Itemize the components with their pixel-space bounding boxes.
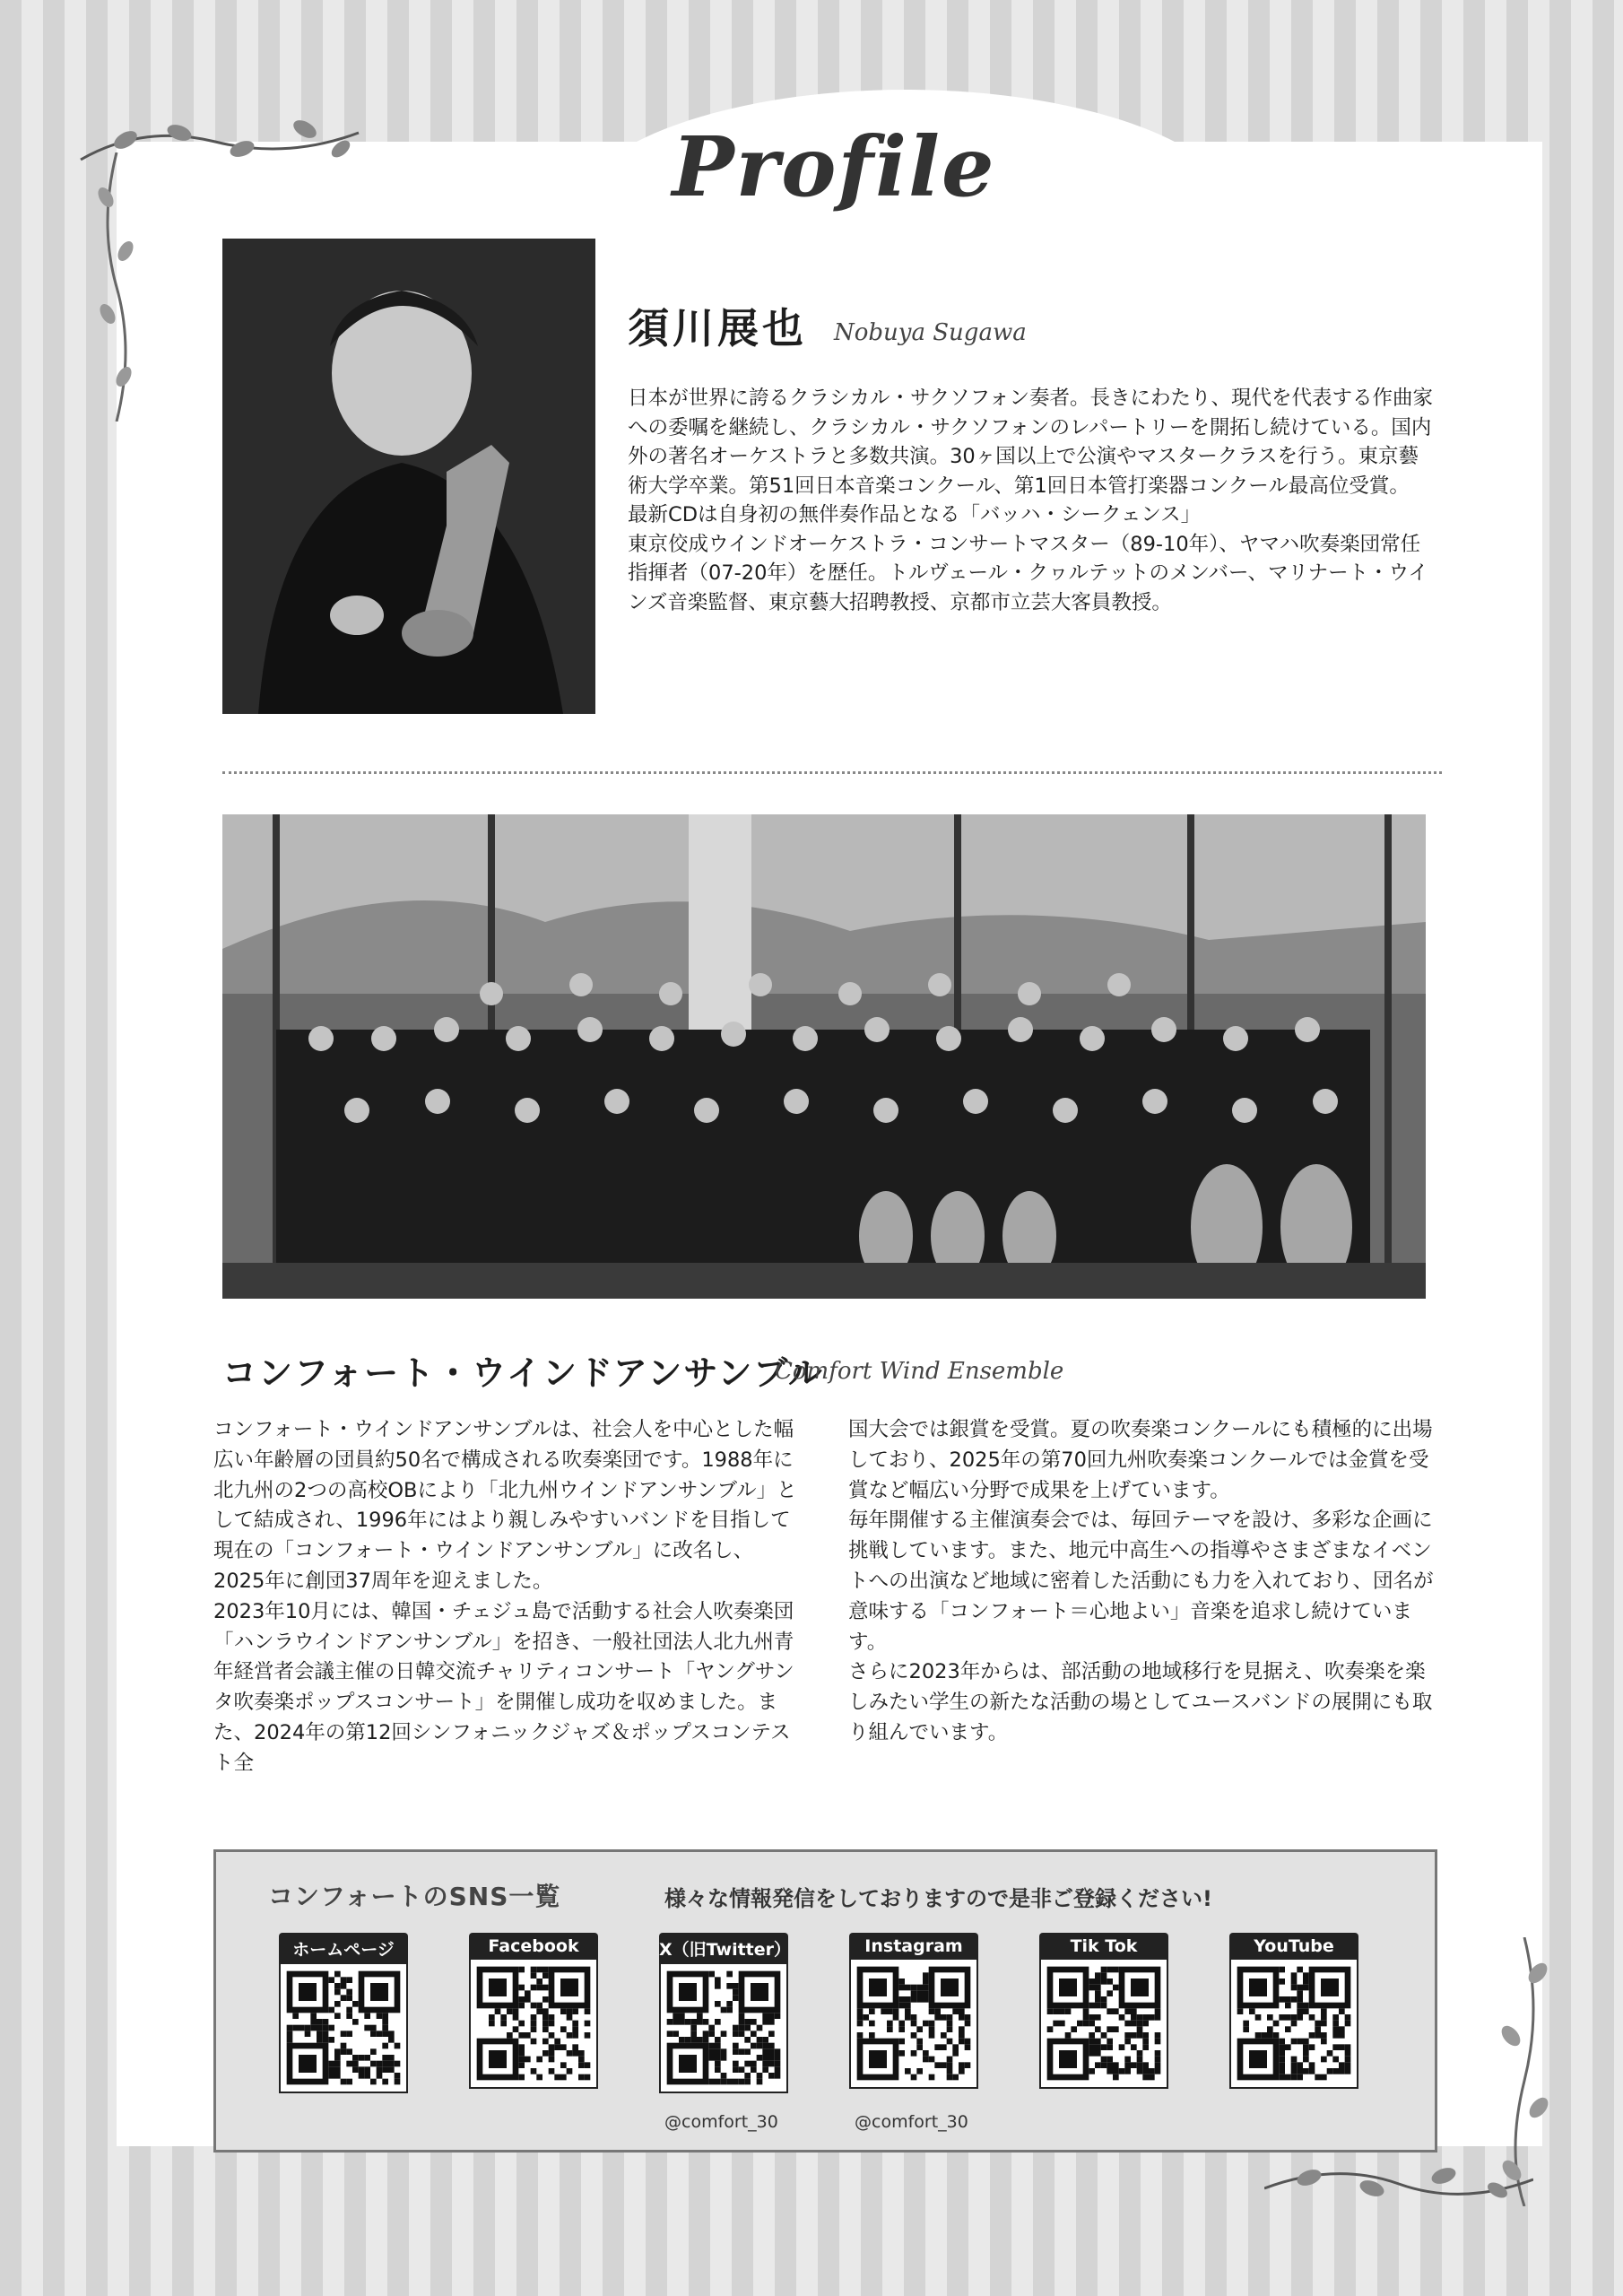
soloist-name-jp: 須川展也 [628, 304, 807, 352]
qr-code-icon[interactable] [849, 1960, 978, 2089]
ensemble-name-en: Comfort Wind Ensemble [775, 1358, 1064, 1385]
ensemble-paragraph: コンフォート・ウインドアンサンブルは、社会人を中心とした幅広い年齢層の団員約50名で構成される吹奏楽団です。1988年に北九州の2つの高校OBにより「北九州ウインドアンサンブル」として結成され、1996年にはより親しみやすいバンドを目指して現在の「コンフォート・ウインドアンサンブル」に改名し、2025年に創団37周年を迎えました。 [213, 1418, 797, 1593]
ensemble-paragraph: 国大会では銀賞を受賞。夏の吹奏楽コンクールにも積極的に出場しており、2025年の第70回九州吹奏楽コンクールでは金賞を受賞など幅広い分野で成果を上げています。 [848, 1418, 1433, 1502]
ensemble-text-left [213, 1415, 801, 1779]
bio-paragraph: 東京佼成ウインドオーケストラ・コンサートマスター（89-10年）、ヤマハ吹奏楽団常任指揮者（07-20年）を歴任。トルヴェール・クヮルテットのメンバー、マリナート・ウインズ音楽監督、東京藝大招聘教授、京都市立芸大客員教授。 [628, 532, 1428, 614]
ensemble-paragraph: 毎年開催する主催演奏会では、毎回テーマを設け、多彩な企画に挑戦しています。また、地元中高生への指導やさまざまなイベントへの出演など地域に密着した活動にも力を入れており、団名が意味する「コンフォート＝心地よい」音楽を追求し続けています。 [848, 1509, 1434, 1654]
section-divider [222, 771, 1442, 774]
sns-list-box [213, 1849, 1437, 2152]
ensemble-paragraph: 2023年10月には、韓国・チェジュ島で活動する社会人吹奏楽団「ハンラウインドアンサンブル」を招き、一般社団法人北九州青年経営者会議主催の日韓交流チャリティコンサート「ヤングサンタ吹奏楽ポップスコンサート」を開催し成功を収めました。また、2024年の第12回シンフォニックジャズ＆ポップスコンテスト全 [213, 1599, 794, 1775]
sns-label: Instagram [849, 1933, 978, 1960]
vine-ornament-bottom-right [1264, 2152, 1533, 2215]
qr-code-icon[interactable] [659, 1964, 788, 2093]
ensemble-group-photo [222, 814, 1426, 1299]
sns-label: YouTube [1229, 1933, 1358, 1960]
sns-card-youtube[interactable] [1229, 1933, 1358, 2089]
sns-label: Facebook [469, 1933, 598, 1960]
soloist-bio [628, 384, 1435, 617]
instagram-handle: @comfort_30 [855, 2112, 968, 2132]
sns-label: X（旧Twitter） [659, 1933, 788, 1964]
qr-code-icon[interactable] [279, 1964, 408, 2093]
ensemble-paragraph: さらに2023年からは、部活動の地域移行を見据え、吹奏楽を楽しみたい学生の新たな活動の場としてユースバンドの展開にも取り組んでいます。 [848, 1660, 1433, 1744]
ensemble-text-right [848, 1415, 1436, 1749]
sns-card-x[interactable] [659, 1933, 792, 2093]
qr-code-icon[interactable] [469, 1960, 598, 2089]
saxophonist-photo [222, 239, 595, 714]
bio-paragraph: 最新CDは自身初の無伴奏作品となる「バッハ・シークェンス」 [628, 503, 1202, 526]
sns-card-instagram[interactable] [849, 1933, 978, 2089]
soloist-portrait [222, 239, 595, 714]
soloist-name-en: Nobuya Sugawa [834, 319, 1027, 346]
bio-paragraph: 日本が世界に誇るクラシカル・サクソフォン奏者。長きにわたり、現代を代表する作曲家への委嘱を継続し、クラシカル・サクソフォンのレパートリーを開拓し続けている。国内外の著名オーケストラと多数共演。30ヶ国以上で公演やマスタークラスを行う。東京藝術大学卒業。第51回日本音楽コンクール、第1回日本管打楽器コンクール最高位受賞。 [628, 387, 1433, 498]
sns-label: Tik Tok [1039, 1933, 1168, 1960]
profile-heading: Profile [672, 118, 996, 215]
ensemble-name-jp: コンフォート・ウインドアンサンブル [222, 1352, 824, 1393]
ensemble-photo [222, 814, 1426, 1299]
sns-title: コンフォートのSNS一覧 [268, 1882, 561, 1911]
sns-subtitle: 様々な情報発信をしておりますので是非ご登録ください! [664, 1886, 1212, 1911]
x-handle: @comfort_30 [664, 2112, 778, 2132]
sns-label: ホームページ [279, 1933, 408, 1964]
sns-card-facebook[interactable] [469, 1933, 598, 2089]
vine-ornament-left [90, 152, 143, 422]
sns-card-tiktok[interactable] [1039, 1933, 1168, 2089]
qr-code-icon[interactable] [1229, 1960, 1358, 2089]
qr-code-icon[interactable] [1039, 1960, 1168, 2089]
sns-card-homepage[interactable] [279, 1933, 408, 2093]
